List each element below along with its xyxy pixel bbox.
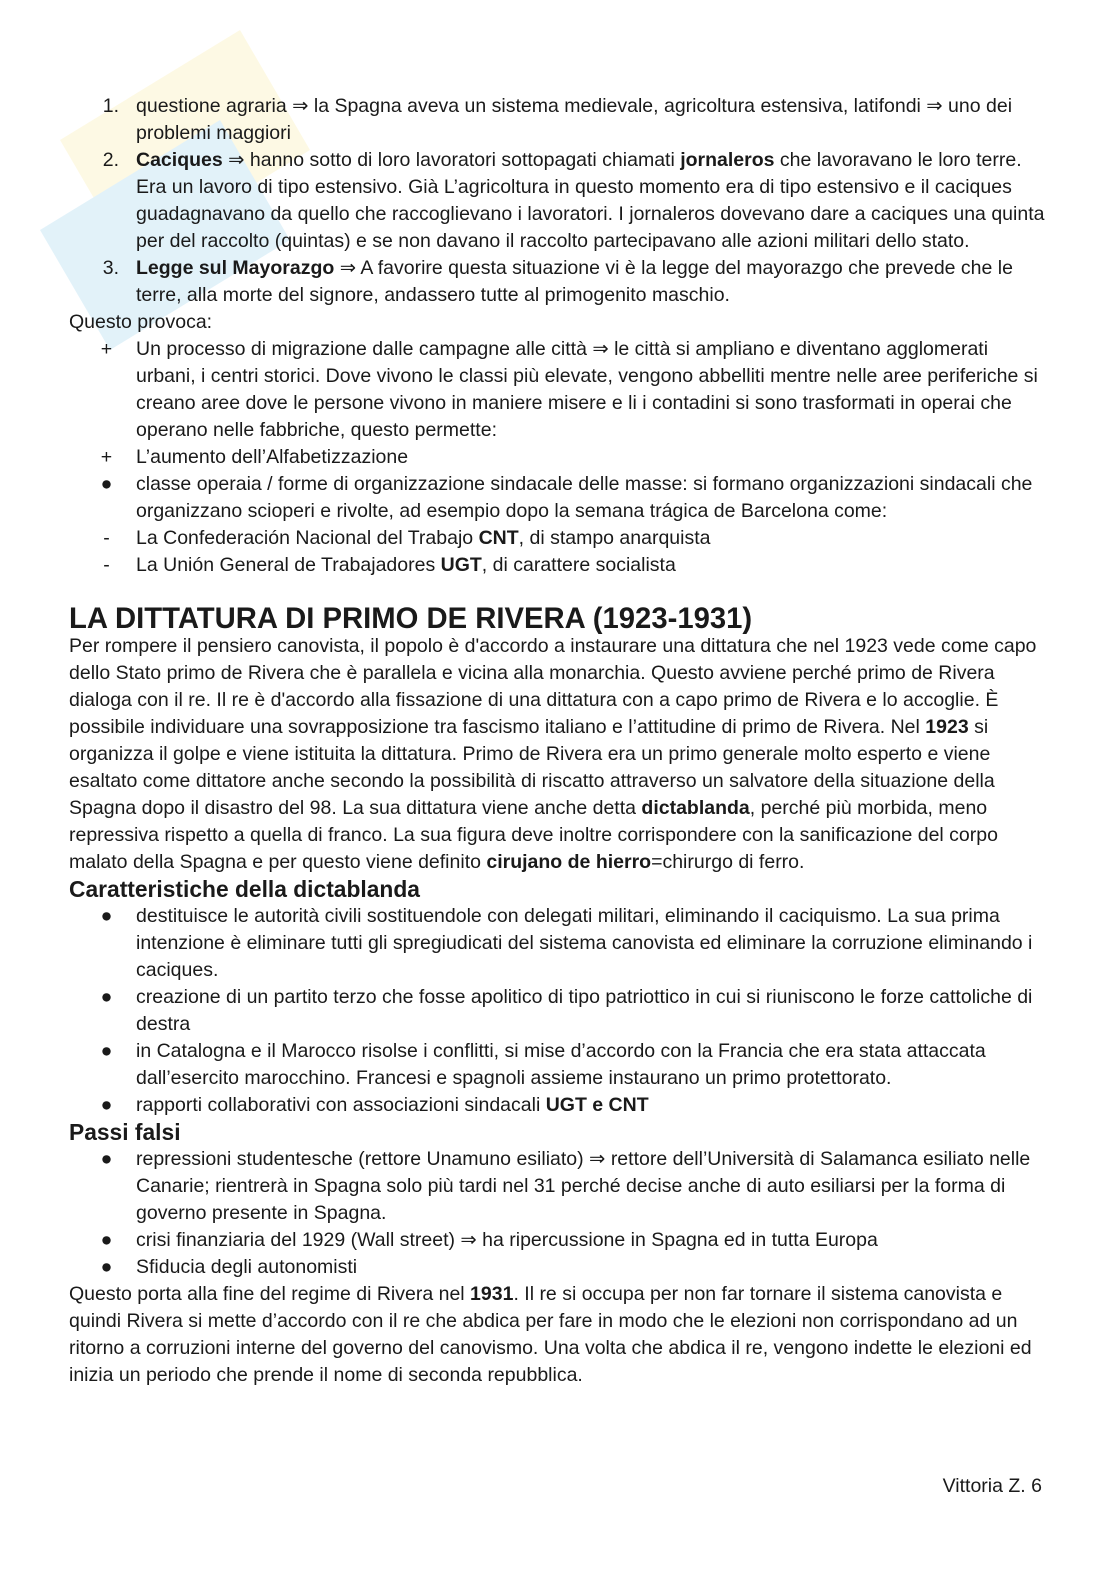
dot-bullet: ● [100, 1256, 113, 1278]
consequences-list [69, 336, 1049, 579]
list-item [69, 1227, 1049, 1254]
dot-bullet: ● [100, 1040, 113, 1062]
list-item-text: Caciques ⇒ hanno sotto di loro lavoratori sottopagati chiamati jornaleros che lavoravano le loro terre. Era un lavoro di tipo estensivo. Già L’agricoltura in questo momento era di tipo estensivo e il caciques guadagnavano da quello che raccoglievano i lavoratori. I jornaleros dovevano dare a caciques una quinta per del raccolto (quintas) e se non davano il raccolto partecipavano alle azioni militari dello stato. [136, 149, 1045, 252]
list-item [69, 471, 1049, 525]
list-item-text: repressioni studentesche (rettore Unamuno esiliato) ⇒ rettore dell’Università di Salamanca esiliato nelle Canarie; rientrerà in Spagna solo più tardi nel 31 perché decise anche di auto esiliarsi per la forma di governo presente in Spagna. [136, 1148, 1031, 1224]
list-item-text: creazione di un partito terzo che fosse apolitico di tipo patriottico in cui si riuniscono le forze cattoliche di destra [136, 986, 1033, 1035]
list-item-text: crisi finanziaria del 1929 (Wall street) ⇒ ha ripercussione in Spagna ed in tutta Europa [136, 1229, 878, 1251]
dot-bullet: ● [100, 1229, 113, 1251]
list-item-text: in Catalogna e il Marocco risolse i conflitti, si mise d’accordo con la Francia che era stata attaccata dall’esercito marocchino. Francesi e spagnoli assieme instaurano un primo protettorato. [136, 1040, 986, 1089]
dot-bullet: ● [100, 1094, 113, 1116]
list-item-text: La Unión General de Trabajadores UGT, di carattere socialista [136, 554, 676, 576]
list-item-text: L’aumento dell’Alfabetizzazione [136, 446, 409, 468]
list-item [69, 444, 1049, 471]
list-item-text: Un processo di migrazione dalle campagne alle città ⇒ le città si ampliano e diventano agglomerati urbani, i centri storici. Dove vivono le classi più elevate, vengono abbelliti mentre nelle aree periferiche si creano aree dove le persone vivono in maniere misere e li i contadini si sono trasformati in operai che operano nelle fabbriche, questo permette: [136, 338, 1038, 441]
dot-bullet: ● [100, 986, 113, 1008]
list-number: 2. [102, 149, 119, 171]
list-item [69, 336, 1049, 444]
page-footer: Vittoria Z. 6 [942, 1475, 1042, 1497]
dot-bullet: ● [100, 905, 113, 927]
document-page [69, 93, 1049, 1389]
list-number: 1. [102, 95, 119, 117]
list-item [69, 1092, 1049, 1119]
paragraph-dittatura: Per rompere il pensiero canovista, il popolo è d'accordo a instaurare una dittatura che nel 1923 vede come capo dello Stato primo de Rivera che è parallela e vicina alla monarchia. Questo avviene perché primo de Rivera dialoga con il re. Il re è d'accordo alla fissazione di una dittatura con a capo primo de Rivera e lo accoglie. È possibile individuare una sovrapposizione tra fascismo italiano e l’attitudine di primo de Rivera. Nel 1923 si organizza il golpe e viene istituita la dittatura. Primo de Rivera era un primo generale molto esperto e viene esaltato come dittatore anche secondo la possibilità di riscatto attraverso un salvatore della situazione della Spagna dopo il disastro del 98. La sua dittatura viene anche detta dictablanda, perché più morbida, meno repressiva rispetto a quella di franco. La sua figura deve inoltre corrispondere con la sanificazione del corpo malato della Spagna e per questo viene definito cirujano de hierro=chirurgo di ferro. [69, 635, 1037, 873]
list-item [69, 1038, 1049, 1092]
dash-bullet: - [103, 527, 110, 549]
numbered-list [69, 93, 1049, 309]
list-item [69, 903, 1049, 984]
list-item-text: rapporti collaborativi con associazioni sindacali UGT e CNT [136, 1094, 649, 1116]
plus-bullet: + [100, 338, 113, 360]
dot-bullet: ● [100, 473, 113, 495]
list-item-text: Legge sul Mayorazgo ⇒ A favorire questa situazione vi è la legge del mayorazgo che prevede che le terre, alla morte del signore, andassero tutte al primogenito maschio. [136, 257, 1013, 306]
list-item [69, 93, 1049, 147]
list-item [69, 525, 1049, 552]
list-number: 3. [102, 257, 119, 279]
list-item [69, 147, 1049, 255]
subheading-passi-falsi: Passi falsi [69, 1119, 181, 1145]
dash-bullet: - [103, 554, 110, 576]
section-heading: LA DITTATURA DI PRIMO DE RIVERA (1923-1931) [69, 603, 753, 635]
paragraph-conclusione: Questo porta alla fine del regime di Rivera nel 1931. Il re si occupa per non far tornare il sistema canovista e quindi Rivera si mette d’accordo con il re che abdica per fare in modo che le elezioni non corrispondano ad un ritorno a corruzioni interne del governo del canovismo. Una volta che abdica il re, vengono indette le elezioni ed inizia un periodo che prende il nome di seconda repubblica. [69, 1283, 1032, 1386]
list-item [69, 255, 1049, 309]
list-item [69, 984, 1049, 1038]
plus-bullet: + [100, 446, 113, 468]
subheading-caratteristiche: Caratteristiche della dictablanda [69, 876, 420, 902]
list-item [69, 1146, 1049, 1227]
list-item [69, 1254, 1049, 1281]
characteristics-list [69, 903, 1049, 1119]
list-item-text: questione agraria ⇒ la Spagna aveva un sistema medievale, agricoltura estensiva, latifondi ⇒ uno dei problemi maggiori [136, 95, 1013, 144]
list-item-text: Sfiducia degli autonomisti [136, 1256, 358, 1278]
list-item-text: La Confederación Nacional del Trabajo CNT, di stampo anarquista [136, 527, 711, 549]
list-item-text: classe operaia / forme di organizzazione sindacale delle masse: si formano organizzazioni sindacali che organizzano scioperi e rivolte, ad esempio dopo la semana trágica de Barcelona come: [136, 473, 1033, 522]
list-item-text: destituisce le autorità civili sostituendole con delegati militari, eliminando il caciquismo. La sua prima intenzione è eliminare tutti gli spregiudicati del sistema canovista ed eliminare la corruzione eliminando i caciques. [136, 905, 1033, 981]
dot-bullet: ● [100, 1148, 113, 1170]
list-item [69, 552, 1049, 579]
missteps-list [69, 1146, 1049, 1281]
spacer [69, 579, 1049, 606]
paragraph-provoca: Questo provoca: [69, 311, 213, 333]
